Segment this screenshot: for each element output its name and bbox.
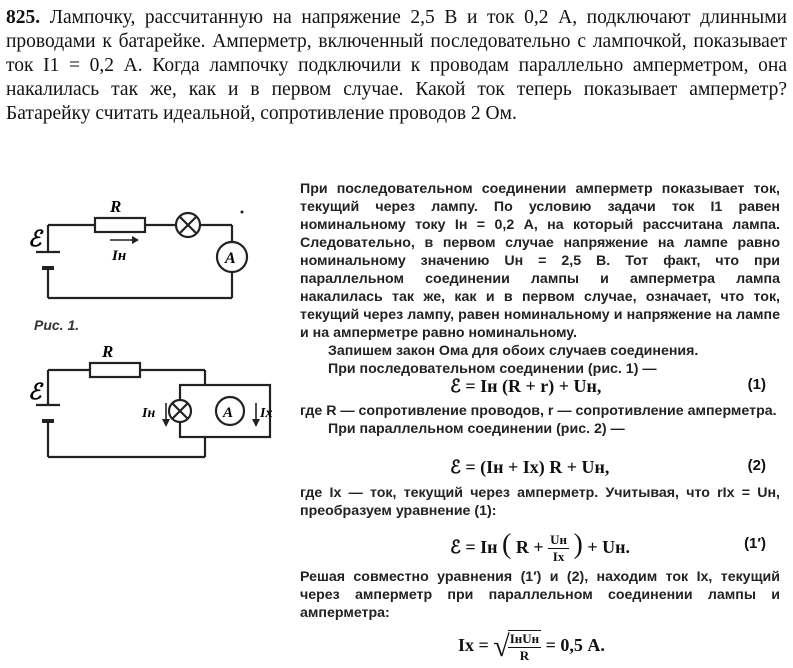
- problem-number: 825.: [6, 7, 41, 28]
- answer-equation: [300, 620, 780, 664]
- fig1-ammeter-label: A: [225, 250, 236, 267]
- equation-1p-frac-den: Ix: [552, 549, 565, 565]
- figure-2-circuit: [20, 345, 290, 465]
- equation-1: [300, 376, 780, 398]
- fig1-resistor-label: R: [110, 197, 122, 216]
- figure-1-circuit: [20, 190, 290, 305]
- fig2-emf-label: ℰ: [28, 379, 42, 404]
- solution-paragraph-2: Запишем закон Ома для обоих случаев соединения.: [328, 343, 699, 359]
- fig1-emf-label: ℰ: [28, 226, 42, 251]
- equation-2-body: ℰ = (Iн + Ix) R + Uн,: [450, 457, 610, 477]
- equation-1p-left: ℰ = Iн: [450, 537, 498, 557]
- fig1-current-label: Iн: [112, 248, 127, 264]
- solution-block-2: [300, 402, 780, 438]
- equation-2: [300, 457, 780, 479]
- equation-1p-number: (1′): [744, 535, 766, 552]
- problem-statement: [6, 6, 787, 126]
- figure-1-caption: Рис. 1.: [34, 317, 80, 333]
- solution-block-3: [300, 484, 780, 520]
- equation-1p-right: + Uн.: [587, 537, 630, 557]
- sqrt-sign: √: [493, 630, 510, 663]
- answer-rad-den: R: [519, 648, 530, 663]
- equation-1-body: ℰ = Iн (R + r) + Uн,: [450, 376, 602, 396]
- solution-paragraph-7: Решая совместно уравнения (1′) и (2), находим ток Ix, текущий через амперметр при параллельном соединении лампы и амперметра:: [300, 569, 780, 621]
- problem-text: Лампочку, рассчитанную на напряжение 2,5 В и ток 0,2 А, подключают длинными проводами к батарейке. Амперметр, включенный последовательно с лампочкой, показывает ток I1 = 0,2 А. Когда лампочку подключили к проводам параллельно амперметром, она накалилась так же, как и в первом случае. Какой ток теперь показывает амперметр? Батарейку считать идеальной, сопротивление проводов 2 Ом.: [6, 7, 787, 124]
- fig2-resistor-label: R: [102, 345, 114, 361]
- fig2-ammeter-current-label: Ix: [260, 406, 273, 421]
- equation-1p-paren: R +: [515, 537, 544, 557]
- solution-paragraph-4: где R — сопротивление проводов, r — сопротивление амперметра.: [300, 403, 777, 419]
- fig2-lamp-current-label: Iн: [142, 406, 156, 421]
- solution-paragraph-3: При последовательном соединении (рис. 1) —: [328, 361, 657, 377]
- solution-paragraph-1: При последовательном соединении амперметр показывает ток, текущий через лампу. По условию задачи ток I1 равен номинальному току Iн = 0,2 А, на который рассчитана лампа. Следовательно, в первом случае напряжение на лампе равно номинальному значению Uн = 2,5 В. Тот факт, что при параллельном соединении лампы и амперметра лампа накалилась так же, как и в первом случае, означает, что ток, текущий через лампу, равен номинальному и напряжение на лампе и на амперметре равно номинальному.: [300, 181, 780, 341]
- answer-rad-num: IнUн: [509, 631, 540, 646]
- answer-left: Ix =: [458, 635, 489, 656]
- equation-1p-frac-num: Uн: [550, 532, 568, 548]
- solution-block-1: [300, 180, 780, 378]
- solution-paragraph-6: где Ix — ток, текущий через амперметр. Учитывая, что rIx = Uн, преобразуем уравнение (1):: [300, 485, 780, 519]
- equation-1-number: (1): [747, 376, 766, 393]
- solution-block-4: [300, 568, 780, 622]
- equation-2-number: (2): [747, 457, 766, 474]
- fig2-ammeter-label: A: [223, 405, 234, 421]
- solution-paragraph-5: При параллельном соединении (рис. 2) —: [328, 421, 625, 437]
- equation-1-prime: ℰ = Iн ( R + $\frac{Uн}{Ix}$ ) + Uн. (1′): [450, 529, 766, 565]
- answer-right: = 0,5 А.: [545, 635, 605, 656]
